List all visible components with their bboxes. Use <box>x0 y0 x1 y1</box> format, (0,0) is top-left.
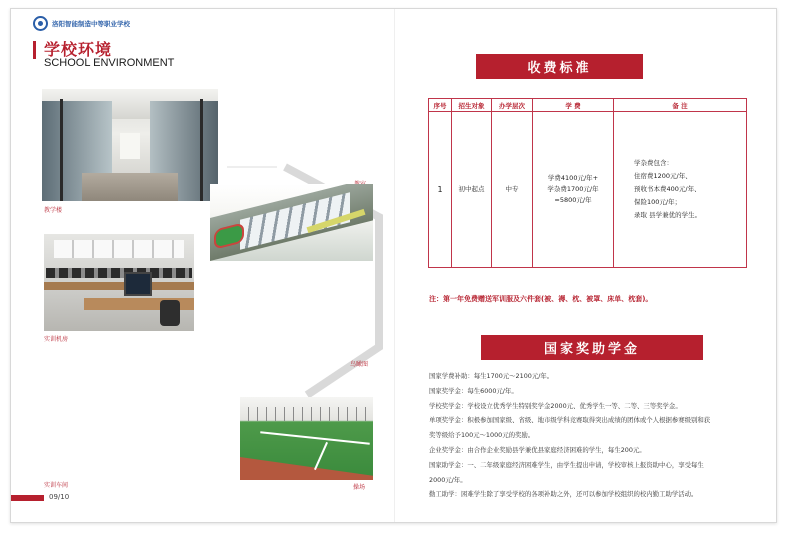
cell-notes <box>614 112 747 268</box>
col-header-no: 序号 <box>429 99 452 112</box>
col-header-notes: 备 注 <box>614 99 747 112</box>
fees-note: 注：第一年免费赠送军训服及六件套(被、褥、枕、被罩、床单、枕套)。 <box>429 295 653 303</box>
cell-no: 1 <box>429 112 452 268</box>
note-line: 学杂费包含： <box>634 159 673 167</box>
campus-aerial-photo <box>210 184 373 261</box>
school-emblem-icon <box>33 16 48 31</box>
cell-tuition: 学费4100元/年+ 学杂费1700元/年 =5800元/年 <box>533 112 614 268</box>
scholarship-line: 企业奖学金：由合作企业奖励县学兼优县家庭经济困难的学生，每生200元。 <box>429 445 646 454</box>
note-line: 保险100元/年； <box>634 198 682 206</box>
scholarship-line: 国家奖学金：每生6000元/年。 <box>429 386 518 395</box>
brochure-spread <box>10 8 777 523</box>
computer-room-photo <box>44 234 194 331</box>
cell-target: 初中起点 <box>452 112 492 268</box>
scholarship-line: 学校奖学金：学校设立优秀学生特别奖学金2000元、优秀学生一等、二等、三等奖学金。 <box>429 401 682 410</box>
caption-playground: 操场 <box>353 484 366 491</box>
caption-workshop: 实训车间 <box>44 482 69 489</box>
school-name: 洛阳智能制造中等职业学校 <box>52 19 130 28</box>
col-header-tuition: 学 费 <box>533 99 614 112</box>
caption-teaching-building: 教学楼 <box>44 207 63 214</box>
page-number-accent <box>11 495 44 501</box>
scholarship-line: 2000元/年。 <box>429 475 467 484</box>
fees-table <box>428 98 747 268</box>
fees-table-header <box>429 99 747 112</box>
scholarship-line: 国家学费补助：每生1700元～2100元/年。 <box>429 372 554 380</box>
title-accent-bar <box>33 41 36 59</box>
page-spine <box>394 9 395 523</box>
cell-level: 中专 <box>492 112 533 268</box>
school-logo <box>33 15 130 31</box>
scholarship-title-banner: 国家奖助学金 <box>481 335 703 360</box>
scholarship-line: 单项奖学金：积极参加国家级、省级、地市级学科竞赛取得突出成绩的团体或个人根据参赛级别和获 <box>429 416 711 425</box>
section-title: 学校环境 <box>44 40 113 59</box>
note-line: 录取 县学兼优的学生。 <box>634 211 702 219</box>
scholarship-line: 勤工助学：困难学生除了享受学校的各项补助之外，还可以参加学校组织的校内勤工助学活动。 <box>429 490 698 499</box>
col-header-level: 办学层次 <box>492 99 533 112</box>
section-subtitle: SCHOOL ENVIRONMENT <box>44 57 175 69</box>
playground-photo <box>240 397 373 480</box>
scholarship-list <box>429 369 754 502</box>
scholarship-line: 奖等级给予100元～1000元的奖励。 <box>429 431 535 440</box>
page-number: 09/10 <box>49 493 70 501</box>
note-line: 住宿费1200元/年、 <box>634 172 692 180</box>
teaching-building-photo <box>42 89 218 201</box>
table-row <box>429 112 747 268</box>
col-header-target: 招生对象 <box>452 99 492 112</box>
fees-title-banner: 收费标准 <box>476 54 643 79</box>
scholarship-line: 国家助学金：一、二年级家庭经济困难学生，由学生提出申请，学校审核上报资助中心，享受每生 <box>429 460 704 469</box>
caption-computer-room: 实训机房 <box>44 336 69 343</box>
note-line: 预收书本费400元/年、 <box>634 185 701 193</box>
caption-aerial: 鸟瞰图 <box>350 361 369 368</box>
